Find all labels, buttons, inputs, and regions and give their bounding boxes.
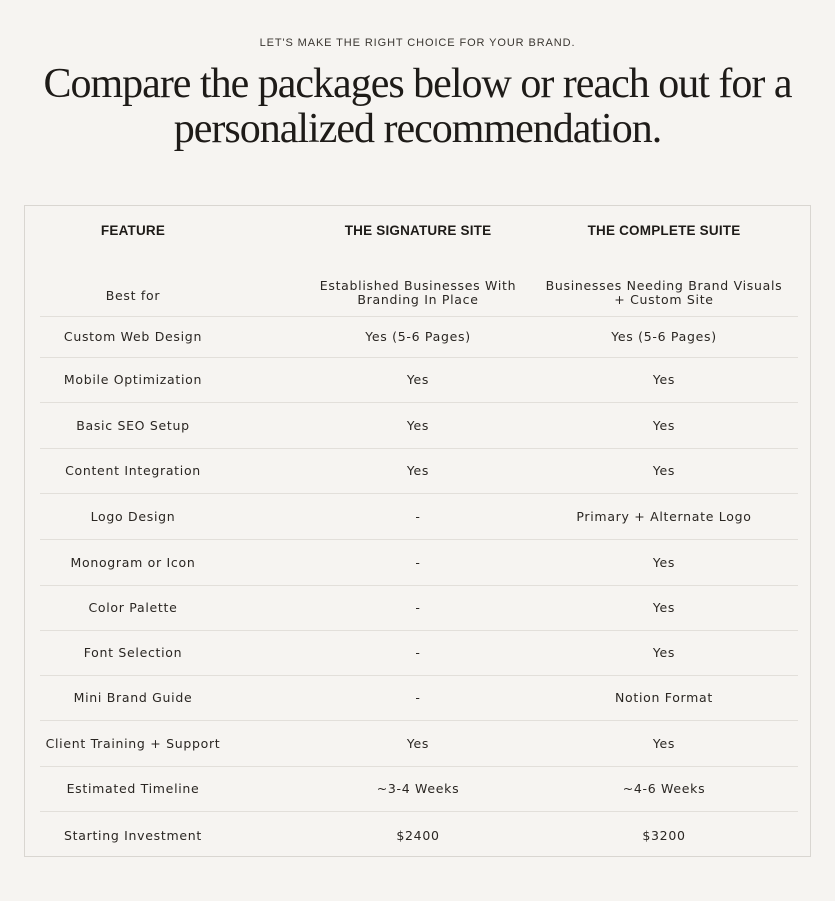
complete-cell: Yes [652,372,676,387]
signature-cell: - [415,554,421,570]
complete-cell: Yes [652,645,676,660]
table-row [40,586,798,631]
signature-cell: Yes [406,735,430,751]
header-complete-suite: THE COMPLETE SUITE [587,223,741,238]
complete-cell: $3200 [642,828,686,843]
page-headline: Compare the packages below or reach out for a personalized recommendation. [43,61,792,152]
signature-cell: Yes [406,417,430,433]
signature-cell: Yes [406,372,430,387]
feature-cell: Monogram or Icon [70,554,196,570]
table-row [40,494,798,540]
signature-cell: Yes (5-6 Pages) [365,329,471,344]
table-row [40,721,798,767]
comparison-table [24,205,811,857]
feature-cell: Mini Brand Guide [73,690,193,705]
table-row [40,540,798,586]
feature-cell: Font Selection [83,645,183,660]
table-row [40,403,798,449]
complete-cell: Yes [652,554,676,570]
complete-cell: Yes [652,463,676,478]
eyebrow-text: LET'S MAKE THE RIGHT CHOICE FOR YOUR BRAND. [259,37,576,49]
feature-cell: Starting Investment [64,828,202,843]
table-row [40,676,798,721]
table-header-row [25,223,810,243]
signature-cell: - [415,600,421,615]
table-row [40,449,798,494]
feature-cell: Mobile Optimization [63,372,203,387]
feature-cell: Logo Design [90,508,176,524]
feature-cell: Color Palette [88,600,178,615]
complete-cell: Businesses Needing Brand Visuals + Custom Site [545,277,783,307]
signature-cell: - [415,508,421,524]
complete-cell: Yes (5-6 Pages) [611,329,717,344]
header-feature: FEATURE [100,223,166,238]
signature-cell: ~3-4 Weeks [376,781,460,796]
feature-cell: Basic SEO Setup [76,417,190,433]
table-row [40,767,798,812]
complete-cell: Yes [652,417,676,433]
feature-cell: Custom Web Design [63,329,203,344]
table-row [40,812,798,852]
feature-cell: Estimated Timeline [66,781,200,796]
feature-cell: Content Integration [65,463,201,478]
table-row [40,631,798,676]
feature-cell: Best for [105,287,161,303]
signature-cell: $2400 [396,828,440,843]
header-signature-site: THE SIGNATURE SITE [344,223,492,238]
signature-cell: Established Businesses With Branding In Place [319,277,517,307]
table-row [40,269,798,317]
table-row [40,358,798,403]
complete-cell: Primary + Alternate Logo [576,508,752,524]
feature-cell: Client Training + Support [45,735,221,751]
complete-cell: Yes [652,600,676,615]
table-row [40,317,798,358]
complete-cell: ~4-6 Weeks [622,781,706,796]
complete-cell: Notion Format [614,690,714,705]
signature-cell: Yes [406,463,430,478]
signature-cell: - [415,690,421,705]
complete-cell: Yes [652,735,676,751]
signature-cell: - [415,645,421,660]
